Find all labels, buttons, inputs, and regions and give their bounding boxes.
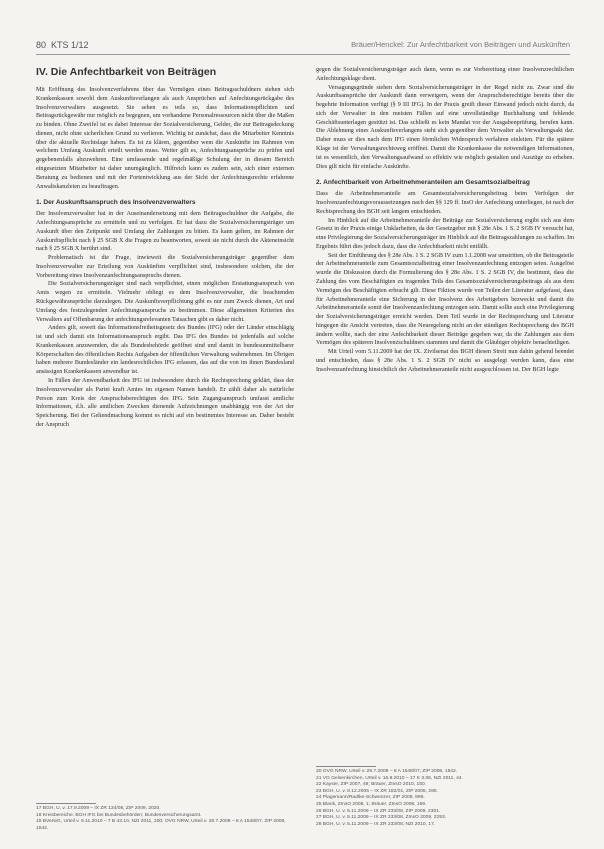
footnote: 27 BGH, U. v. 5.11.2009 – IX ZR 233/08, ZInsO 2009, 2293. xyxy=(316,815,447,821)
paragraph: Problematisch ist die Frage, inwieweit die Sozialversicherungsträger gegenüber dem Insolvenzverwalter zur Erteilung von Auskünften verpflichtet sind, insbesondere solchen, die der Vorbereitung eines Insolvenzanfechtungsanspruchs dienen. xyxy=(36,255,294,279)
page-number: 80 xyxy=(36,40,47,50)
paragraph: Dass die Arbeitnehmeranteile am Gesamtsozialversicherungsbeitrag beim Verfolgen der Insolvenzanfechtungsvoraussetzungen nach den §§ 129 ff. InsO der Anfechtung unterliegen, ist nach der Rechtsprechung des BGH seit langem entschieden. xyxy=(316,191,574,215)
header-rule xyxy=(36,54,570,55)
right-column xyxy=(316,66,574,375)
paragraph: Anders gilt, soweit das Informationsfreiheitsgesetz des Bundes (IFG) oder der Länder einschlägig ist und sich damit ein Informationsanspruch ergibt. Das IFG des Bundes ist jedenfalls auf solche Krankenkassen anzuwenden, die als Bundesbehörde geöffnet sind und damit in bundesunmittelbarer Körperschaften des öffentlichen Rechts Aufgaben der öffentlichen Verwaltung wahrnehmen. Im Übrigen haben mehrere Bundesländer ein landesrechtliches IFG erlassen, das auf die von im ihnen Bundesland ansässigen Krankenkassen anwendbar ist. xyxy=(36,325,294,376)
running-header xyxy=(36,40,570,54)
footnote: 26 BGH, U. v. 5.11.2009 – IX ZR 233/08, ZIP 2009, 2301. xyxy=(316,808,441,814)
footnote: 20 OVG NRW, Urteil v. 28.7.2008 – 8 A 1548/07, ZIP 2008, 1542. xyxy=(316,769,458,774)
footnotes-left xyxy=(36,806,294,832)
paragraph: Versagungsgründe stehen dem Sozialversicherungsträger in der Regel nicht zu. Zwar sind die Auskunftsansprüche der Auskunft dann verweigern, wenn der Anspruchsberechtigte bereits über die begehrte Information verfügt (§ 9 III IFG). In der Praxis greift dieser Einwand jedoch nicht durch, da sich der Verwalter in den meisten Fällen auf eine unvollständige Buchhaltung und fehlende Geschäftsunterlagen gestützt ist. Das schließt es kein Mandat vor der Ausgabenprüfung, berufen kann. Die Ablehnung eines Auskunftsverlangens steht sich gegenüber dem Verwalter als Verwaltungsakt dar. Daher muss er dies nach dem IFG einen förmlichen Widerspruch verfahren einleiten. Für die spätere Klage ist der Verwaltungsrechtsweg eröffnet. Damit die Krankenkasse die notwendigen Informationen, ist es wesentlich, den Verwaltungsaufwand so effektiv wie möglich gestalten und Auszüge zu erheben. Dies gilt nicht für einfache Auskünfte. xyxy=(316,84,574,170)
footnote: 23 BGH, U. v. 8.12.2005 – IX ZR 182/01, ZIP 2006, 290. xyxy=(316,788,438,794)
journal-label: KTS 1/12 xyxy=(51,40,89,50)
footnote: 22 Kayser, ZIP 2007, 49; Bräuer, ZInsO 2010, 150. xyxy=(316,782,427,788)
footnote-rule xyxy=(36,803,96,804)
paragraph: In Fällen der Anwendbarkeit des IFG ist insbesondere durch die Rechtsprechung geklärt, dass der Insolvenzverwalter als Partei kraft Amtes im eigenen Namen handelt. Er zählt daher als natürliche Person zum Kreis der Anspruchsberechtigten des IFG. Sein Zugangsanspruch umfasst amtliche Informationen, d.h. alle amtlichen Zwecken dienende Aufzeichnungen unabhängig von der Art der Speicherung. Bei der Geltendmachung kommt es nicht auf ein bestimmtes Interesse an. Daher besteht der Anspruch xyxy=(36,378,294,428)
paragraph: gegen die Sozialversicherungsträger auch dann, wenn es zur Vorbereitung einer Insolvenzrechtlichen Anfechtungsklage dient. xyxy=(316,67,574,82)
left-column xyxy=(36,66,294,430)
footnote: 21 VG Gelsenkirchen, Urteil v. 16.9.2010 – 17 K 3.06, NZI 2011, 44. xyxy=(316,775,463,781)
footnote-rule xyxy=(316,766,376,767)
paragraph: Im Hinblick auf die Arbeitnehmeranteile der Beiträge zur Sozialversicherung ergibt sich aus dem Gesetz in der Praxis einige Unklarheiten, da der Gesetzgeber mit § 28e Abs. 1 S. 2 SGB IV versucht hat, eine Privilegierung der Sozialversicherungsträger im Hinblick auf die Beitragszahlungen zu schaffen. Im Ergebnis führt dies jedoch dazu, dass die Anfechtbarkeit nicht entfällt. xyxy=(316,217,574,250)
intro-paragraph: Mit Eröffnung des Insolvenzverfahrens über das Vermögen eines Beitragsschuldners stehen sich Krankenkassen sowohl dem Auskunftsverlangen als auch Ansprüchen auf Anfechtungsrückgabe des Insolvenzverwalters ausgesetzt. Sie sehen es teils so, dass Informationspflichten und Beitragsrückgewähr nur möglich zu begegnen, um vorhandene Personalressourcen nicht über die Maßen zu binden. Ohne Zweifel ist es dabei Interesse der Sozialversicherung, Gelder, die zur Beitragsdeckung dienen, nicht ohne sicherlichen Grund zu verlieren. Wichtig ist zunächst, dass die Mitarbeiter Kenntnis über die aktuelle Rechtslage haben. Es ist zu klären, gegenüber wem die Auskünfte im Rahmen von welchem Umfang Auskunft erteilt werden muss. Weiter gilt es, Anfechtungsansprüche zu prüfen und gegebenenfalls abzuwehren. Eine umfassende und regelmäßige Schulung der in diesem Bereich eingesetzten Mitarbeiter ist daher unumgänglich. Hilfreich kann es zudem sein, sich einer externen Beratung zu bedienen und mit der Fortentwicklung aus der Sicht der Anfechtungsrechte erfahrene Anwaltskanzleien zu beauftragen. xyxy=(36,87,294,190)
footnote: 19 BVerwG, Urteil v. 9.11.2010 – 7 B 43.10, NZI 2011, 200; OVG NRW, Urteil v. 28.7.2008 – 8 A 1548/07, ZIP 2008, 1542. xyxy=(36,819,286,831)
page-number-and-journal xyxy=(36,40,89,50)
footnote: 18 Kreisbereiche: BGH IFG bei Bundesbehörden; Bundesversicherungsamt. xyxy=(36,812,202,818)
section-title: IV. Die Anfechtbarkeit von Beiträgen xyxy=(36,66,217,78)
footnotes-right xyxy=(316,769,574,828)
footnote: 28 BGH, U. v. 5.11.2009 – IX ZR 233/08, NZI 2010, 17. xyxy=(316,821,436,827)
footnote: 17 BGH, U. v. 17.9.2009 – IX ZR 134/08, ZIP 2009, 2020. xyxy=(36,806,161,811)
footnote: 24 Plagemann/Radtke-Schwenzer, ZIP 2009, 899. xyxy=(316,795,425,801)
paragraph: Mit Urteil vom 5.11.2009 hat der IX. Zivilsenat des BGH diesen Streit nun dahin gehend beendet und entschieden, dass § 28e Abs. 1 S. 2 SGB IV nicht so ausgelegt werden kann, dass eine Insolvenzanfechtung hinsichtlich der Arbeitnehmeranteile nicht ausgeschlossen ist. Der BGH legte xyxy=(316,349,574,373)
footnote: 25 Blank, ZInsO 2008, 1; Bräuer, ZInsO 2008, 169. xyxy=(316,801,427,807)
paragraph: Die Sozialversicherungsträger sind nach verpflichtet, einen möglichen Erstattungsanspruch von Amts wegen zu ermitteln. Vielmehr obliegt es dem Insolvenzverwalter, die beachtenden Rückgewähransprüche darzulegen. Die Auskunftsverpflichtung gibt es nur zum Zweck dienen, Art und Umfang des festzulegenden Anfechtungsanspruchs zu bestimmen. Diese allgemeinen Kriterien des Verwalters auf Offenbarung der anfechtungsrelevanten Tatsachen gibt es daher nicht. xyxy=(36,281,294,323)
subsection-title: 2. Anfechtbarkeit von Arbeitnehmeranteilen am Gesamtsozialbeitrag xyxy=(316,179,530,187)
subsection-title: 1. Der Auskunftsanspruch des Insolvenzverwalters xyxy=(36,199,196,207)
running-title: Bräuer/Henckel: Zur Anfechtbarkeit von Beiträgen und Auskünften xyxy=(351,40,570,49)
paragraph: Der Insolvenzverwalter hat in der Auseinandersetzung mit dem Beitragsschuldner die Aufgabe, die Anfechtungsansprüche zu ermitteln und zu verfolgen. Er hat dazu die Sozialversicherungsträger um Auskunft über den Zeitpunkt und Umfang der Zahlungen zu bitten. Es kann gelten, im Rahmen der Auskunftspflicht nach § 25 SGB X die Fragen zu beantworten, soweit sie nicht durch die Akteneinsicht nach § 25 SGB X berührt sind. xyxy=(36,211,294,253)
paragraph: Seit der Einführung des § 28e Abs. 1 S. 2 SGB IV zum 1.1.2008 war umstritten, ob die Beitragsteile der Arbeitnehmeranteile zum Gesamtsozialbeitrag einer Insolvenzanfechtung entzogen seien. Ausgelöst wurde die Diskussion durch die Formulierung des § 28e Abs. 1 S. 2 SGB IV, die bestimmt, dass die Zahlung des vom Beschäftigten zu tragenden Teils des Gesamtsozialversicherungsbeitrags als aus dem Vermögen des Beschäftigten erbracht gilt. Diese Fiktion wurde von Teilen der Literatur aufgefasst, dass für Arbeitnehmeranteile eine Sicherung in der Insolvenz des Arbeitgebers bezweckt und damit die Arbeitnehmeranteile somit der Insolvenzanfechtung entzogen sein. Damit sollte auch eine Privilegierung der Sozialversicherungsträger erreicht werden. Dem Teil wurde in der Rechtsprechung und Literatur hingegen die Ansicht vertreten, dass die Neuregelung nicht an der ständigen Rechtsprechung des BGH ändern wollte, nach der eine Anfechtbarkeit dieser Beiträge gegeben war, da die Zahlungen aus dem Vermögen des späteren Insolvenzschuldners stammen und damit die Gläubiger objektiv benachteiligen. xyxy=(316,252,574,347)
